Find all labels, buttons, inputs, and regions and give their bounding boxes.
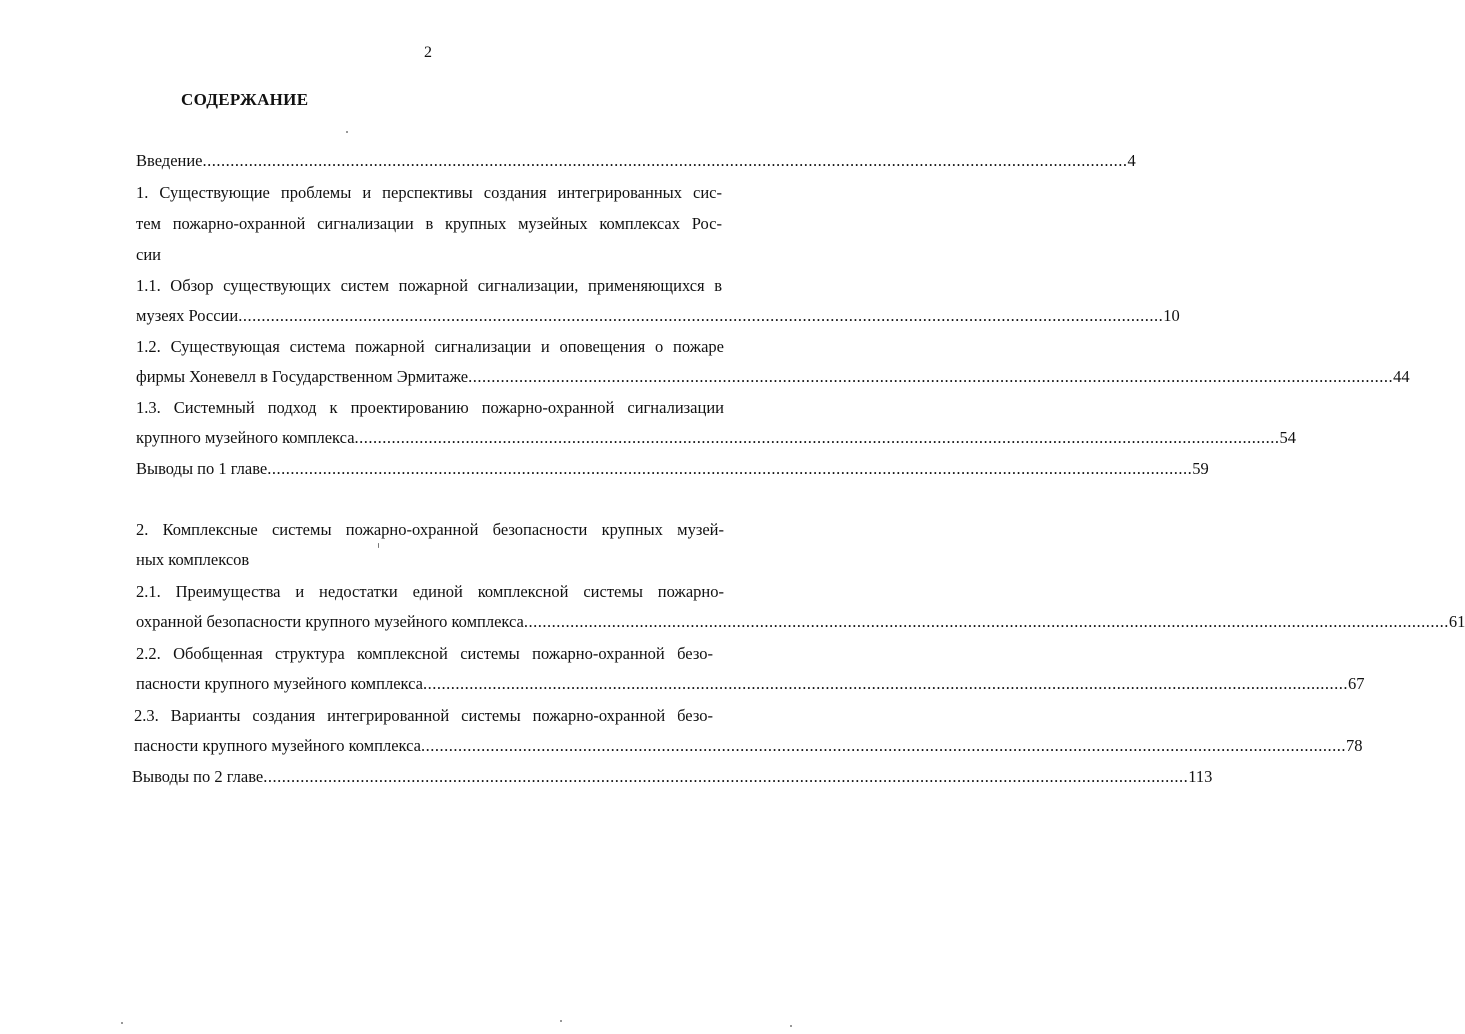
toc-entry-chapter-1-line-1[interactable]: 1. Существующие проблемы и перспективы создания интегрированных сис-	[136, 183, 722, 202]
toc-entry-page: 61	[1448, 612, 1465, 631]
scan-speck	[560, 1020, 562, 1022]
toc-entry-1-3-line-1[interactable]: 1.3. Системный подход к проектированию пожарно-охранной сигнализации	[136, 398, 724, 417]
scan-speck	[790, 1025, 792, 1027]
scan-speck	[378, 543, 379, 548]
toc-entry-1-2-line-2[interactable]	[136, 367, 1410, 387]
toc-entry-page: 10	[1163, 306, 1180, 325]
dot-leader: ........................................................................................................................................................................................................	[468, 367, 1394, 386]
toc-title: СОДЕРЖАНИЕ	[181, 90, 309, 109]
toc-entry-2-1-line-2[interactable]	[136, 612, 1465, 632]
toc-entry-1-1-line-1[interactable]: 1.1. Обзор существующих систем пожарной сигнализации, применяющихся в	[136, 276, 722, 295]
toc-entry-2-2-line-1[interactable]: 2.2. Обобщенная структура комплексной системы пожарно-охранной безо-	[136, 644, 713, 663]
dot-leader: ........................................................................................................................................................................................................	[238, 306, 1164, 325]
toc-entry-page: 67	[1347, 674, 1365, 693]
toc-entry-page: 113	[1188, 767, 1213, 786]
toc-entry-2-3-line-2[interactable]	[134, 736, 1363, 756]
dot-leader: ........................................................................................................................................................................................................	[202, 151, 1128, 170]
toc-entry-chapter-1-line-2[interactable]: тем пожарно-охранной сигнализации в крупных музейных комплексах Рос-	[136, 214, 722, 233]
toc-entry-text: охранной безопасности крупного музейного комплекса	[136, 612, 524, 631]
toc-entry-text: музеях России	[136, 306, 239, 325]
toc-entry-page: 54	[1279, 428, 1297, 447]
toc-entry-page: 78	[1345, 736, 1363, 755]
toc-entry-chapter-2-line-1[interactable]: 2. Комплексные системы пожарно-охранной безопасности крупных музей-	[136, 520, 724, 539]
toc-entry-text: пасности крупного музейного комплекса	[136, 674, 423, 693]
toc-entry-2-2-line-2[interactable]	[136, 674, 1365, 694]
toc-entry-2-3-line-1[interactable]: 2.3. Варианты создания интегрированной системы пожарно-охранной безо-	[134, 706, 713, 725]
toc-entry-2-1-line-1[interactable]: 2.1. Преимущества и недостатки единой комплексной системы пожарно-	[136, 582, 724, 601]
toc-entry-text: пасности крупного музейного комплекса	[134, 736, 421, 755]
toc-entry-chapter-2-line-2[interactable]: ных комплексов	[136, 550, 250, 569]
toc-entry-1-1-line-2[interactable]	[136, 306, 1180, 326]
toc-entry-text: Выводы по 1 главе	[136, 459, 268, 478]
toc-entry-conclusions-2[interactable]	[132, 767, 1213, 787]
dot-leader: ........................................................................................................................................................................................................	[422, 674, 1348, 693]
toc-entry-page: 59	[1192, 459, 1209, 478]
toc-entry-text: Выводы по 2 главе	[132, 767, 264, 786]
scan-speck	[346, 131, 348, 133]
toc-entry-text: крупного музейного комплекса	[136, 428, 355, 447]
toc-entry-page: 4	[1127, 151, 1136, 170]
toc-entry-1-2-line-1[interactable]: 1.2. Существующая система пожарной сигнализации и оповещения о пожаре	[136, 337, 724, 356]
toc-entry-text: Введение	[136, 151, 203, 170]
dot-leader: ........................................................................................................................................................................................................	[263, 767, 1189, 786]
dot-leader: ........................................................................................................................................................................................................	[523, 612, 1449, 631]
toc-entry-1-3-line-2[interactable]	[136, 428, 1297, 448]
toc-entry-text: фирмы Хоневелл в Государственном Эрмитаже	[136, 367, 469, 386]
toc-entry-intro[interactable]	[136, 151, 1136, 171]
dot-leader: ........................................................................................................................................................................................................	[420, 736, 1346, 755]
dot-leader: ........................................................................................................................................................................................................	[267, 459, 1193, 478]
dot-leader: ........................................................................................................................................................................................................	[354, 428, 1280, 447]
page-number: 2	[424, 44, 432, 61]
toc-entry-page: 44	[1393, 367, 1410, 386]
toc-entry-chapter-1-line-3[interactable]: сии	[136, 245, 161, 264]
toc-entry-conclusions-1[interactable]	[136, 459, 1209, 479]
scan-speck	[121, 1022, 123, 1024]
